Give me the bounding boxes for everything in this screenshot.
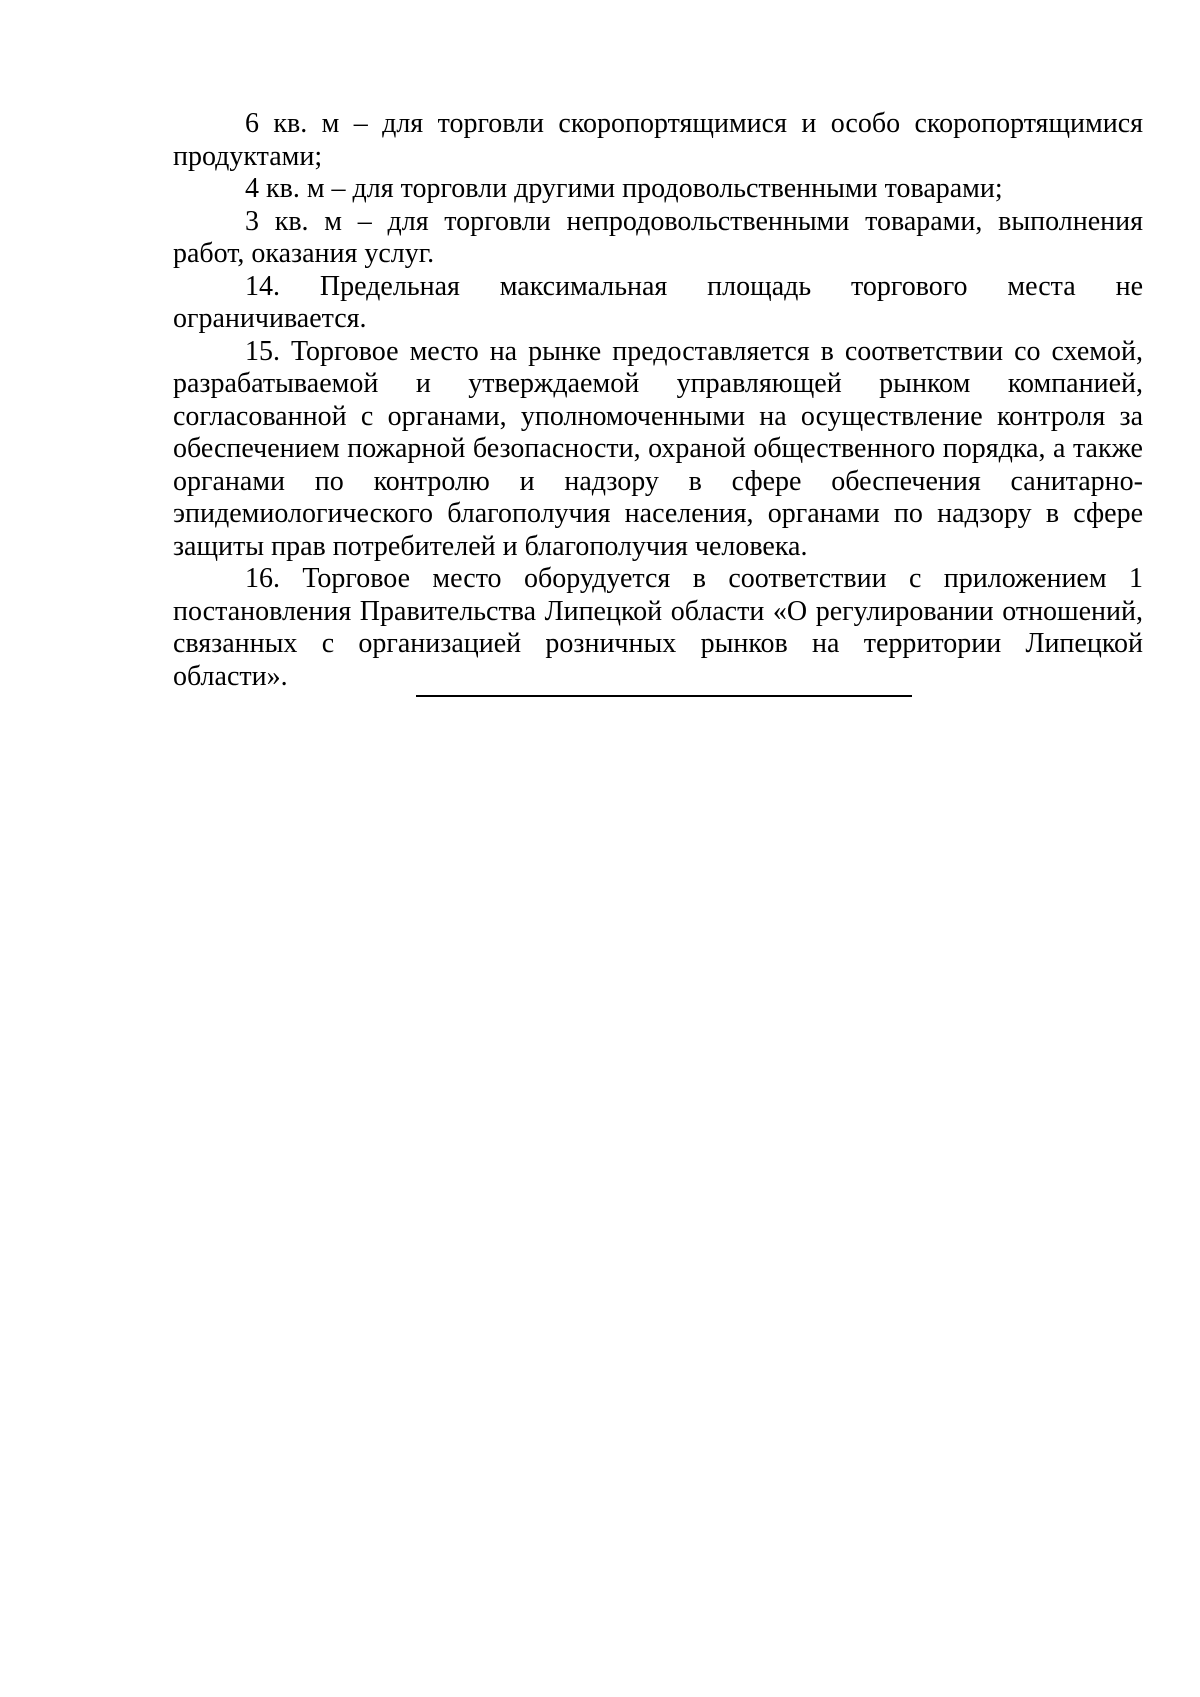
end-divider-line — [416, 695, 912, 697]
paragraph-area-other-food: 4 кв. м – для торговли другими продовольственными товарами; — [245, 173, 1003, 204]
paragraph-area-non-food: 3 кв. м – для торговли непродовольственными товарами, выполнения работ, оказания услуг. — [173, 205, 1143, 269]
paragraph-clause-16: 16. Торговое место оборудуется в соответствии с приложением 1 постановления Правительства Липецкой области «О регулировании отношений, связанных с организацией розничных рынков на территории Липецкой области». — [173, 563, 1143, 692]
paragraph-area-perishable: 6 кв. м – для торговли скоропортящимися и особо скоропортящимися продуктами; — [173, 108, 1143, 172]
paragraph-clause-14: 14. Предельная максимальная площадь торгового места не ограничивается. — [173, 270, 1143, 334]
paragraph-clause-15: 15. Торговое место на рынке предоставляется в соответствии со схемой, разрабатываемой и утверждаемой управляющей рынком компанией, согласованной с органами, уполномоченными на осуществление контроля за обеспечением пожарной безопасности, охраной общественного порядка, а также органами по контролю и надзору в сфере обеспечения санитарно-эпидемиологического благополучия населения, органами по надзору в сфере защиты прав потребителей и благополучия человека. — [173, 335, 1143, 562]
document-body — [173, 108, 1143, 693]
